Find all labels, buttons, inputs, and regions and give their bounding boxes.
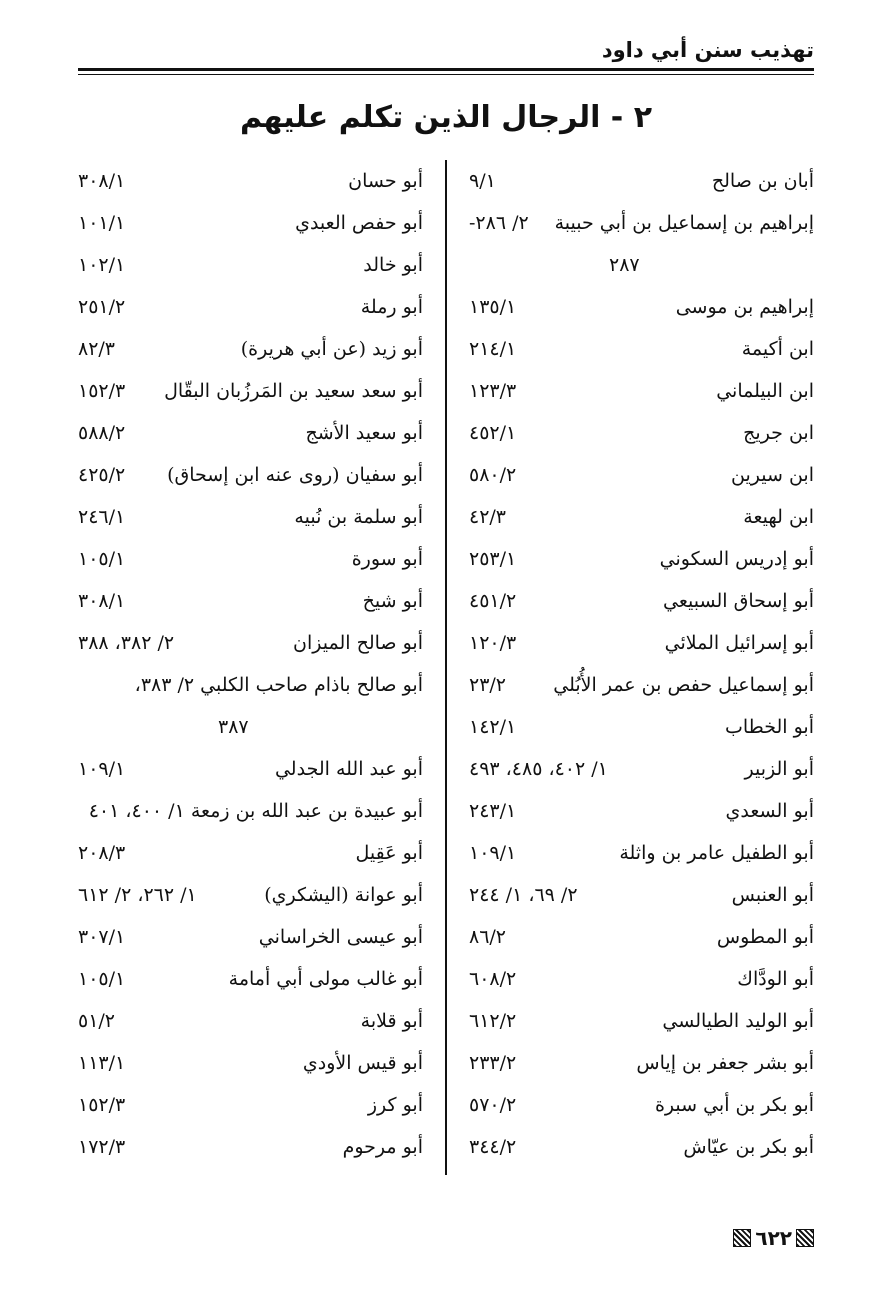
index-column-left: [78, 160, 423, 1168]
entry-name: أبو سورة: [351, 548, 423, 570]
entry-name: أبو سفيان (روى عنه ابن إسحاق): [167, 464, 423, 486]
index-entry: [469, 328, 814, 370]
index-entry: [78, 622, 423, 664]
entry-reference: ٦٠٨/٢: [469, 968, 517, 990]
entry-reference: ٢/ ٦٩، ١/ ٢٤٤: [469, 884, 578, 906]
entry-name: أبو المطوس: [716, 926, 814, 948]
index-entry: [469, 412, 814, 454]
index-entry: [469, 1042, 814, 1084]
entry-reference: ٥٧٠/٢: [469, 1094, 517, 1116]
section-title: ٢ - الرجال الذين تكلم عليهم: [239, 100, 653, 135]
entry-reference: ٢٤٣/١: [469, 800, 517, 822]
entry-reference: ١٢٣/٣: [469, 380, 517, 402]
entry-reference: ١٠٥/١: [78, 968, 126, 990]
index-entry: [78, 202, 423, 244]
running-head: تهذيب سنن أبي داود: [601, 38, 814, 62]
entry-name: أبو حفص العبدي: [295, 212, 423, 234]
entry-name: أبو عبد الله الجدلي: [274, 758, 423, 780]
entry-name: أبو سلمة بن نُبيه: [294, 506, 423, 528]
index-entry: [469, 706, 814, 748]
index-entry: [469, 286, 814, 328]
entry-reference: ٣٠٨/١: [78, 170, 126, 192]
index-entry: [78, 790, 423, 832]
index-entry: [469, 874, 814, 916]
index-entry: [78, 496, 423, 538]
entry-name: أبو إدريس السكوني: [659, 548, 814, 570]
column-divider: [445, 160, 447, 1175]
index-entry: [78, 328, 423, 370]
entry-name: أبو مرحوم: [342, 1136, 423, 1158]
entry-reference: ٢٠٨/٣: [78, 842, 126, 864]
entry-name: أبو عيسى الخراساني: [258, 926, 423, 948]
entry-reference: ١٤٢/١: [469, 716, 517, 738]
index-entry: [469, 748, 814, 790]
index-entry: [469, 160, 814, 202]
entry-name: أبو قلابة: [360, 1010, 423, 1032]
entry-reference: ٤٢٥/٢: [78, 464, 126, 486]
index-entry: [469, 370, 814, 412]
entry-reference: ٤٥١/٢: [469, 590, 517, 612]
entry-name: ابن أكيمة: [741, 338, 814, 360]
entry-reference: ٢/ ٢٨٦-: [469, 212, 529, 234]
index-entry: [469, 1084, 814, 1126]
entry-name: أبو كرز: [367, 1094, 423, 1116]
entry-name: ابن سيرين: [731, 464, 814, 486]
entry-name: أبو العنبس: [731, 884, 814, 906]
index-entry: [78, 874, 423, 916]
header-rule-thick: [78, 68, 814, 71]
entry-reference: ٤٥٢/١: [469, 422, 517, 444]
index-entry: [78, 580, 423, 622]
index-entry: [78, 1084, 423, 1126]
entry-reference: ١٠٩/١: [78, 758, 126, 780]
index-entry: [78, 286, 423, 328]
entry-reference: ٨٢/٣: [78, 338, 116, 360]
entry-name: أبو حسان: [348, 170, 423, 192]
entry-name: أبو رملة: [360, 296, 423, 318]
entry-reference: ٢٨٧: [609, 254, 640, 276]
entry-reference: ١٧٢/٣: [78, 1136, 126, 1158]
entry-name: أبو صالح باذام صاحب الكلبي ٢/ ٣٨٣،: [134, 674, 423, 696]
entry-reference: ٩/١: [469, 170, 496, 192]
entry-name: أبو إسرائيل الملائي: [664, 632, 814, 654]
entry-name: ابن لهيعة: [743, 506, 814, 528]
entry-reference: ٥٨٨/٢: [78, 422, 126, 444]
entry-reference: ٥٨٠/٢: [469, 464, 517, 486]
index-entry: [78, 370, 423, 412]
index-entry: [469, 622, 814, 664]
entry-reference: ٣٠٨/١: [78, 590, 126, 612]
entry-name: أبو الودَّاك: [737, 968, 814, 990]
entry-name: أبو الخطاب: [724, 716, 814, 738]
entry-reference: ٢٥١/٢: [78, 296, 126, 318]
entry-name: أبو شيخ: [362, 590, 423, 612]
entry-reference: ٦١٢/٢: [469, 1010, 517, 1032]
entry-name: أبو بكر بن أبي سبرة: [654, 1094, 814, 1116]
entry-reference: ٥١/٢: [78, 1010, 116, 1032]
index-entry: [78, 748, 423, 790]
index-entry: [469, 580, 814, 622]
entry-reference: ١١٣/١: [78, 1052, 126, 1074]
ornament-icon: [733, 1229, 751, 1247]
index-entry: [469, 244, 814, 286]
index-entry: [469, 1000, 814, 1042]
entry-name: أبو الزبير: [744, 758, 814, 780]
index-entry: [469, 664, 814, 706]
entry-reference: ١٠٩/١: [469, 842, 517, 864]
index-entry: [78, 454, 423, 496]
entry-name: أبو الطفيل عامر بن واثلة: [619, 842, 814, 864]
index-entry: [469, 916, 814, 958]
entry-name: أبو إسماعيل حفص بن عمر الأُبُلي: [553, 674, 814, 696]
entry-name: أبو قيس الأودي: [302, 1052, 423, 1074]
entry-name: أبان بن صالح: [711, 170, 814, 192]
index-entry: [78, 1000, 423, 1042]
entry-name: إبراهيم بن إسماعيل بن أبي حبيبة: [554, 212, 814, 234]
entry-name: أبو بشر جعفر بن إياس: [636, 1052, 814, 1074]
entry-reference: ٢١٤/١: [469, 338, 517, 360]
index-entry: [469, 454, 814, 496]
index-entry: [78, 1126, 423, 1168]
entry-reference: ٢٤٦/١: [78, 506, 126, 528]
entry-reference: ١٣٥/١: [469, 296, 517, 318]
entry-reference: ٢٥٣/١: [469, 548, 517, 570]
entry-reference: ١/ ٤٠٢، ٤٨٥، ٤٩٣: [469, 758, 608, 780]
index-entry: [78, 538, 423, 580]
index-entry: [78, 664, 423, 706]
index-entry: [78, 958, 423, 1000]
entry-reference: ١٠٢/١: [78, 254, 126, 276]
entry-reference: ٤٢/٣: [469, 506, 507, 528]
entry-name: أبو عبيدة بن عبد الله بن زمعة ١/ ٤٠٠، ٤٠١: [88, 800, 423, 822]
entry-name: أبو سعيد الأشج: [305, 422, 423, 444]
entry-reference: ٢٣/٢: [469, 674, 507, 696]
index-entry: [78, 832, 423, 874]
entry-reference: ١٢٠/٣: [469, 632, 517, 654]
entry-name: أبو زيد (عن أبي هريرة): [240, 338, 423, 360]
entry-name: أبو غالب مولى أبي أمامة: [228, 968, 423, 990]
entry-name: أبو صالح الميزان: [293, 632, 423, 654]
entry-reference: ١٠١/١: [78, 212, 126, 234]
page-number: ٦٢٢: [755, 1226, 792, 1250]
entry-name: أبو السعدي: [725, 800, 814, 822]
index-entry: [469, 1126, 814, 1168]
ornament-icon: [796, 1229, 814, 1247]
index-entry: [469, 958, 814, 1000]
entry-reference: ٣٠٧/١: [78, 926, 126, 948]
entry-name: ابن البيلماني: [716, 380, 814, 402]
index-entry: [469, 496, 814, 538]
index-entry: [469, 790, 814, 832]
entry-reference: ١/ ٢٦٢، ٢/ ٦١٢: [78, 884, 197, 906]
index-column-right: [469, 160, 814, 1168]
entry-name: أبو عَقِيل: [355, 842, 423, 864]
index-entry: [78, 160, 423, 202]
index-entry: [469, 538, 814, 580]
entry-reference: ١٥٢/٣: [78, 1094, 126, 1116]
entry-reference: ٣٤٤/٢: [469, 1136, 517, 1158]
entry-name: أبو خالد: [363, 254, 423, 276]
entry-reference: ١٥٢/٣: [78, 380, 126, 402]
entry-name: إبراهيم بن موسى: [675, 296, 814, 318]
entry-name: أبو عوانة (اليشكري): [264, 884, 423, 906]
index-entry: [78, 244, 423, 286]
entry-reference: ٨٦/٢: [469, 926, 507, 948]
entry-reference: ٢/ ٣٨٢، ٣٨٨: [78, 632, 175, 654]
index-entry: [78, 412, 423, 454]
entry-name: أبو إسحاق السبيعي: [663, 590, 814, 612]
header-rule-thin: [78, 74, 814, 75]
index-entry: [78, 916, 423, 958]
entry-reference: ٢٣٣/٢: [469, 1052, 517, 1074]
index-entry: [469, 832, 814, 874]
entry-name: أبو الوليد الطيالسي: [662, 1010, 814, 1032]
page-number-block: [733, 1226, 814, 1250]
entry-reference: ١٠٥/١: [78, 548, 126, 570]
entry-reference: ٣٨٧: [218, 716, 249, 738]
entry-name: ابن جريج: [743, 422, 814, 444]
entry-name: أبو سعد سعيد بن المَرزُبان البقّال: [164, 380, 423, 402]
index-entry: [469, 202, 814, 244]
entry-name: أبو بكر بن عيّاش: [683, 1136, 814, 1158]
index-entry: [78, 706, 423, 748]
index-entry: [78, 1042, 423, 1084]
